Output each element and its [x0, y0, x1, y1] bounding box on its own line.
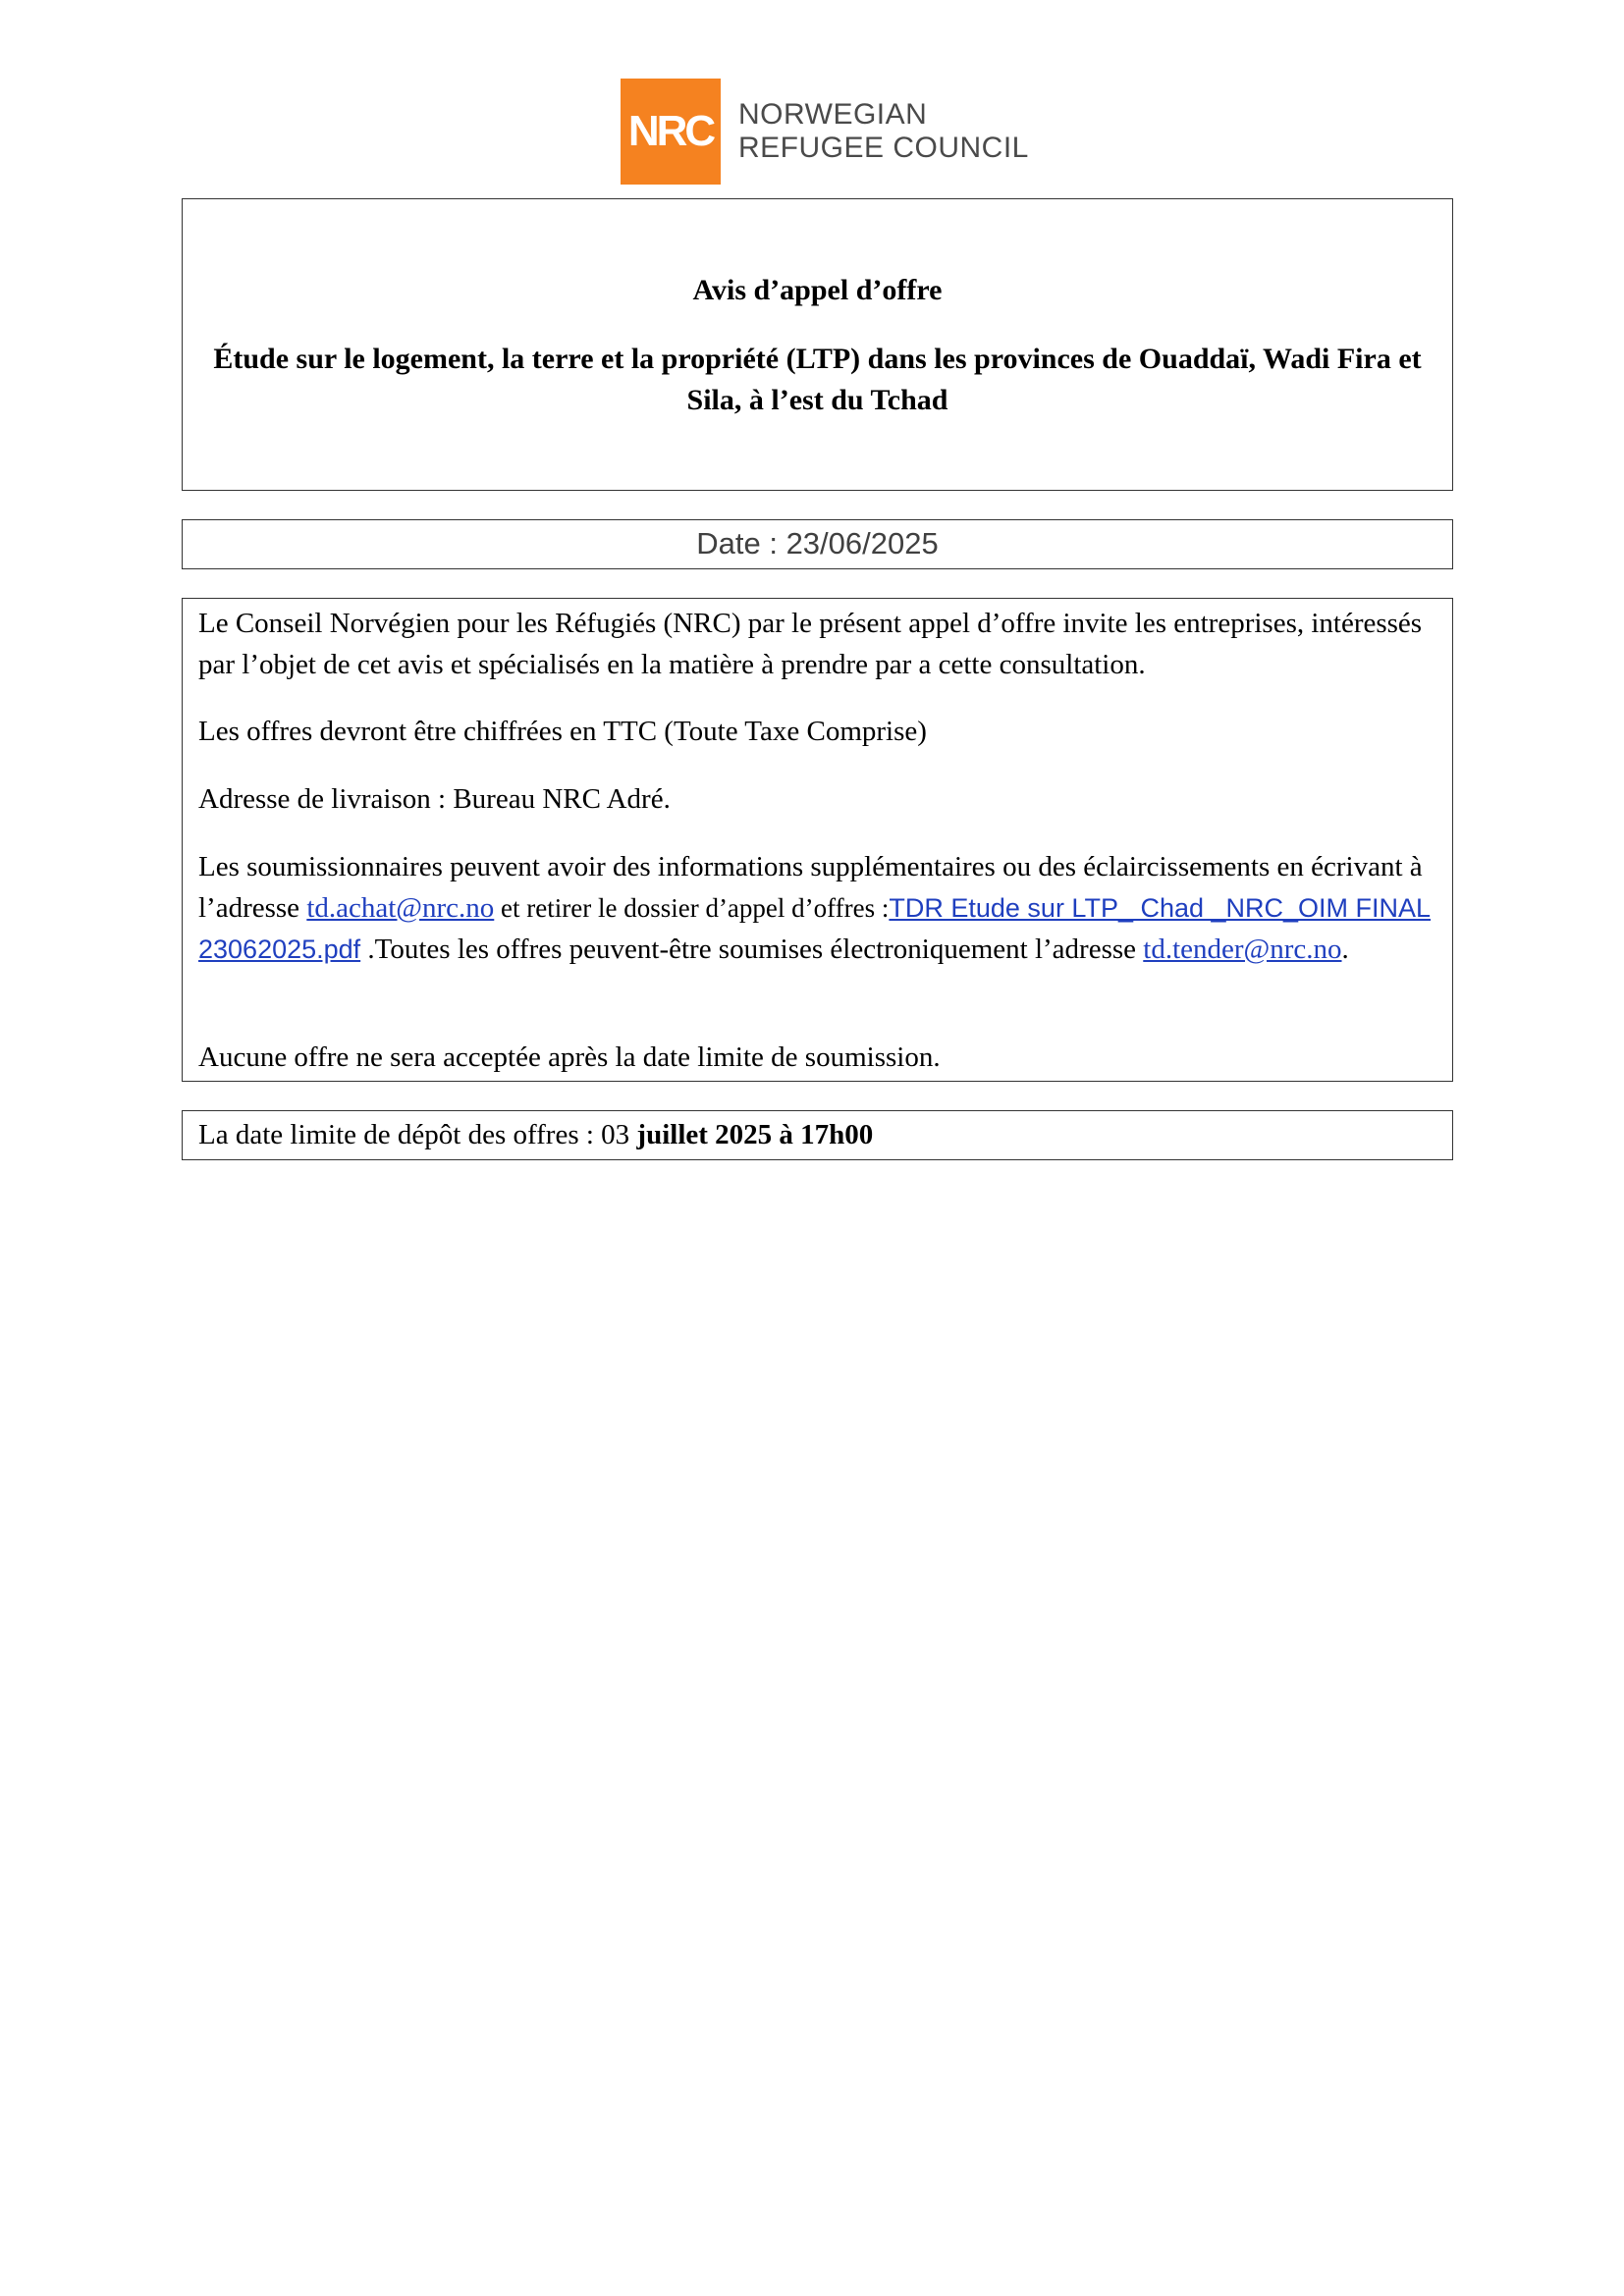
contact-text-a: Les soumissionnaires peuvent avoir des informations supplémentaires ou des éclaircissements en écrivant à l’adresse — [198, 851, 1423, 924]
body-paragraph-closing: Aucune offre ne sera acceptée après la date limite de soumission. — [198, 1041, 941, 1073]
deadline-label: La date limite de dépôt des offres : 03 — [198, 1119, 637, 1150]
tender-document-link[interactable]: TDR Etude sur LTP_ Chad _NRC_OIM FINAL 23062025.pdf — [198, 893, 1432, 964]
deadline-box — [182, 1110, 1453, 1160]
deadline-value: juillet 2025 à 17h00 — [636, 1119, 874, 1150]
contact-text-c: .Toutes les offres peuvent-être soumises électroniquement l’adresse — [360, 934, 1144, 965]
notice-subject: Étude sur le logement, la terre et la propriété (LTP) dans les provinces de Ouaddaï, Wadi Fira et Sila, à l’est du Tchad — [213, 343, 1422, 416]
notice-heading: Avis d’appel d’offre — [692, 274, 943, 306]
email-link-achat[interactable]: td.achat@nrc.no — [306, 892, 495, 924]
title-box — [182, 198, 1453, 491]
date-box — [182, 519, 1453, 569]
body-box — [182, 598, 1453, 1082]
contact-text-b: et retirer le dossier d’appel d’offres : — [494, 893, 890, 923]
nrc-logo-text — [738, 98, 1029, 165]
date-line: Date : 23/06/2025 — [696, 526, 939, 561]
contact-text-d: . — [1341, 934, 1349, 965]
email-link-tender[interactable]: td.tender@nrc.no — [1143, 934, 1342, 965]
nrc-logo — [621, 79, 1029, 185]
logo-line-1: NORWEGIAN — [738, 98, 928, 131]
body-paragraph-delivery: Adresse de livraison : Bureau NRC Adré. — [198, 783, 671, 815]
nrc-logo-mark: NRC — [621, 79, 721, 185]
body-paragraph-invitation: Le Conseil Norvégien pour les Réfugiés (NRC) par le présent appel d’offre invite les entreprises, intéressés par l’objet de cet avis et spécialisés en la matière à prendre par a cette consultation. — [198, 608, 1423, 680]
body-paragraph-pricing: Les offres devront être chiffrées en TTC (Toute Taxe Comprise) — [198, 716, 927, 747]
logo-line-2: REFUGEE COUNCIL — [738, 132, 1029, 164]
body-paragraph-contact — [198, 846, 1436, 970]
